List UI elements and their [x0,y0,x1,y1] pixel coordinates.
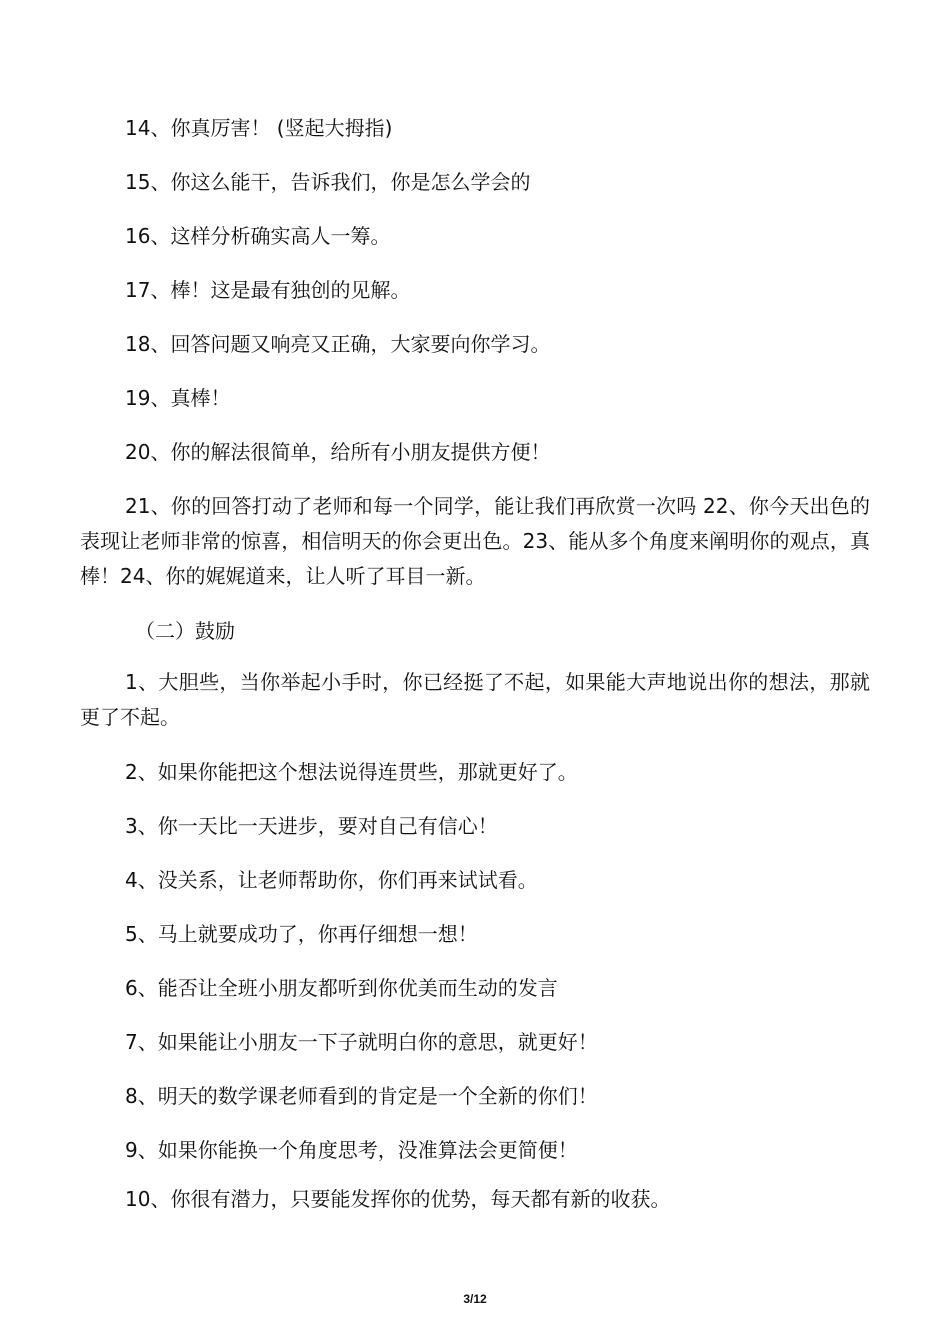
page-number: 3/12 [463,1292,487,1306]
section-heading-encourage: （二）鼓励 [135,619,235,643]
praise-item-20: 20、你的解法很简单，给所有小朋友提供方便！ [125,440,551,464]
praise-item-16: 16、这样分析确实高人一筹。 [125,224,391,248]
encourage-item-10: 10、你很有潜力，只要能发挥你的优势，每天都有新的收获。 [125,1187,671,1211]
encourage-item-2: 2、如果你能把这个想法说得连贯些，那就更好了。 [125,760,578,784]
praise-item-19: 19、真棒！ [125,386,231,410]
praise-item-14: 14、你真厉害！ (竖起大拇指) [125,116,393,140]
encourage-item-5: 5、马上就要成功了，你再仔细想一想！ [125,922,478,946]
praise-paragraph-21-24: 21、你的回答打动了老师和每一个同学，能让我们再欣赏一次吗 22、你今天出色的表现让老师非常的惊喜，相信明天的你会更出色。23、能从多个角度来阐明你的观点，真棒！24、你的娓娓道来，让人听了耳目一新。 [80,494,870,588]
praise-item-18: 18、回答问题又响亮又正确，大家要向你学习。 [125,332,551,356]
praise-item-15: 15、你这么能干，告诉我们，你是怎么学会的 [125,170,531,194]
encourage-item-1: 1、大胆些，当你举起小手时，你已经挺了不起，如果能大声地说出你的想法，那就更了不起。 [80,670,870,729]
encourage-item-7: 7、如果能让小朋友一下子就明白你的意思，就更好！ [125,1030,598,1054]
encourage-item-8: 8、明天的数学课老师看到的肯定是一个全新的你们！ [125,1084,598,1108]
praise-item-17: 17、棒！这是最有独创的见解。 [125,278,411,302]
encourage-item-9: 9、如果你能换一个角度思考，没准算法会更简便！ [125,1138,578,1162]
encourage-item-6: 6、能否让全班小朋友都听到你优美而生动的发言 [125,976,558,1000]
encourage-item-3: 3、你一天比一天进步，要对自己有信心！ [125,814,498,838]
encourage-item-4: 4、没关系，让老师帮助你，你们再来试试看。 [125,868,538,892]
